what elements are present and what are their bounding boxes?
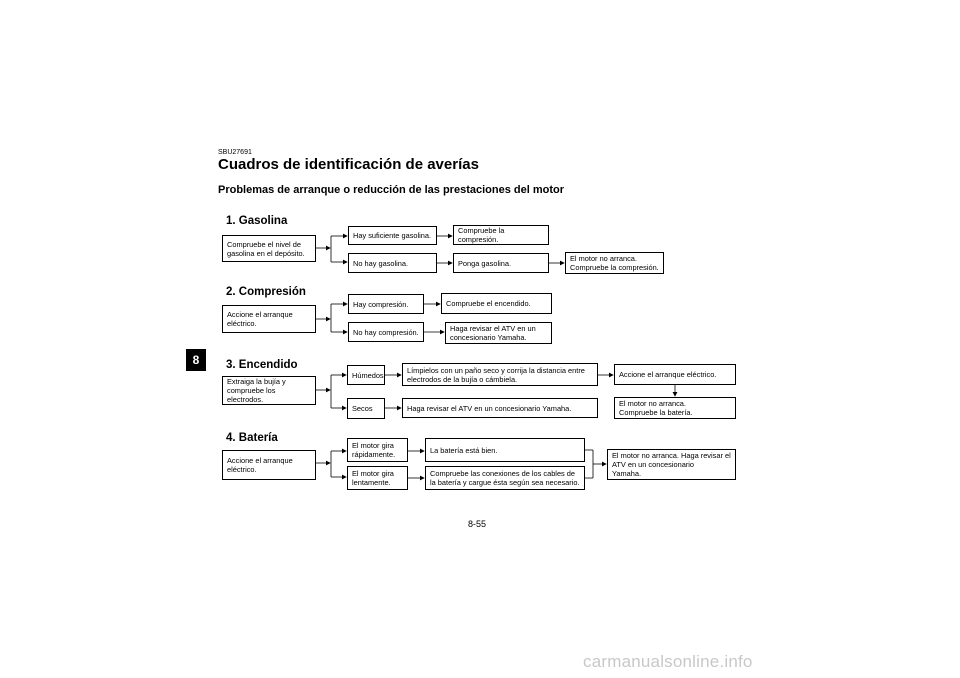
gasolina-no-result-box: El motor no arranca. Compruebe la compresión. [565,252,664,274]
gasolina-start-box: Compruebe el nivel de gasolina en el depósito. [222,235,316,262]
encendido-wet-next-box: Límpielos con un paño seco y corrija la distancia entre electrodos de la bujía o cámbiela. [402,363,598,386]
bateria-start-box: Accione el arranque eléctrico. [222,450,316,480]
compresion-no-box: No hay compresión. [348,322,424,342]
section-heading-compresion: 2. Compresión [226,286,306,298]
bateria-slow-next-box: Compruebe las conexiones de los cables de la batería y cargue ésta según sea necesario. [425,466,585,490]
gasolina-yes-next-box: Compruebe la compresión. [453,225,549,245]
page-number: 8-55 [468,519,487,529]
encendido-dry-box: Secos [347,398,385,419]
gasolina-yes-box: Hay suficiente gasolina. [348,226,437,245]
bateria-slow-box: El motor gira lentamente. [347,466,408,490]
encendido-start-box: Extraiga la bujía y compruebe los electrodos. [222,376,316,405]
encendido-wet-result-box: Accione el arranque eléctrico. [614,364,736,385]
gasolina-no-box: No hay gasolina. [348,253,437,273]
chapter-tab: 8 [186,349,206,371]
compresion-yes-box: Hay compresión. [348,294,424,314]
compresion-yes-next-box: Compruebe el encendido. [441,293,552,314]
section-heading-bateria: 4. Batería [226,432,278,444]
compresion-no-next-box: Haga revisar el ATV en un concesionario Yamaha. [445,322,552,344]
gasolina-no-next-box: Ponga gasolina. [453,253,549,273]
bateria-result-box: El motor no arranca. Haga revisar el ATV en un concesionario Yamaha. [607,449,736,480]
watermark: carmanualsonline.info [583,652,753,671]
encendido-wet-final-box: El motor no arranca. Compruebe la batería. [614,397,736,419]
section-heading-encendido: 3. Encendido [226,359,298,371]
compresion-start-box: Accione el arranque eléctrico. [222,305,316,333]
bateria-fast-next-box: La batería está bien. [425,438,585,462]
page-title: Cuadros de identificación de averías [218,156,479,173]
encendido-wet-box: Húmedos [347,365,385,385]
page-subtitle: Problemas de arranque o reducción de las prestaciones del motor [218,184,564,196]
section-code: SBU27691 [218,149,252,156]
encendido-dry-next-box: Haga revisar el ATV en un concesionario Yamaha. [402,398,598,418]
bateria-fast-box: El motor gira rápidamente. [347,438,408,462]
section-heading-gasolina: 1. Gasolina [226,215,288,227]
